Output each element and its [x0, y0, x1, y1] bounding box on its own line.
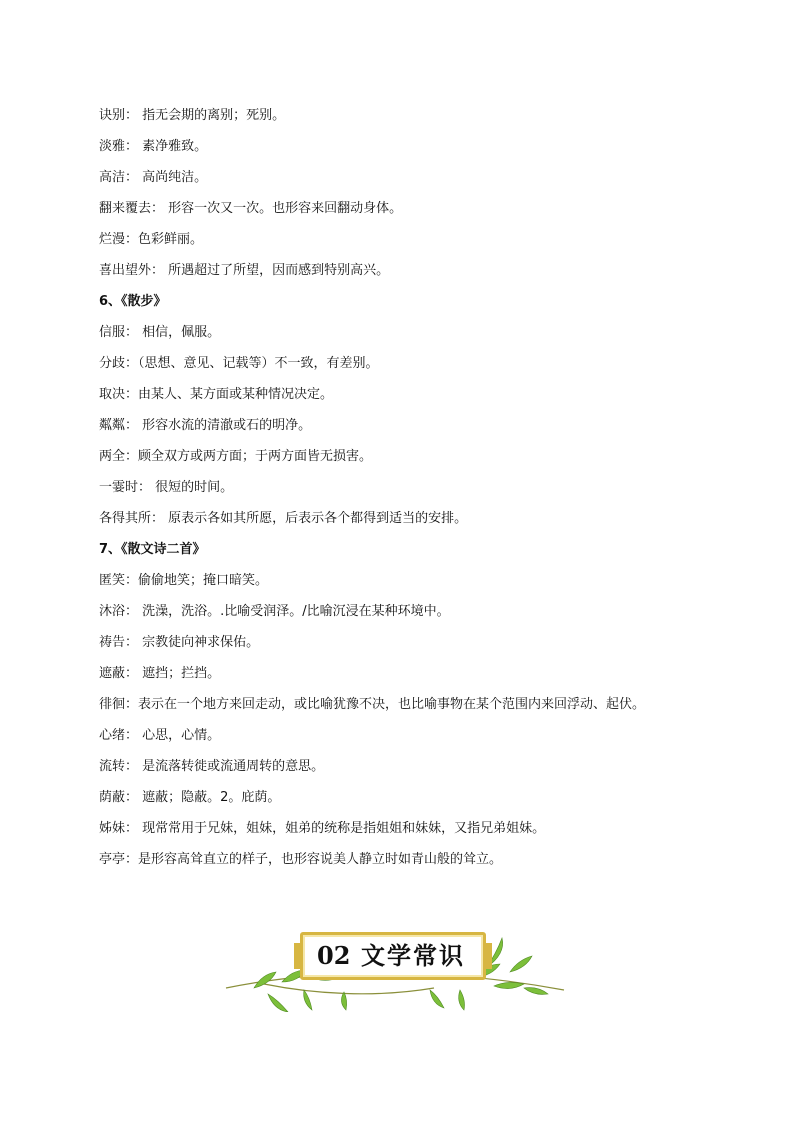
vocabulary-entry: 翻来覆去： 形容一次又一次。也形容来回翻动身体。 — [99, 201, 403, 216]
vocabulary-entry: 分歧：（思想、意见、记载等）不一致，有差别。 — [99, 356, 379, 371]
banner-number: 02 — [317, 941, 351, 970]
vocabulary-entry: 诀别： 指无会期的离别；死别。 — [99, 108, 286, 123]
vocabulary-entry: 徘徊：表示在一个地方来回走动，或比喻犹豫不决，也比喻事物在某个范围内来回浮动、起伏。 — [99, 697, 646, 712]
vocabulary-entry: 喜出望外： 所遇超过了所望，因而感到特别高兴。 — [99, 263, 390, 278]
vocabulary-entry: 信服： 相信，佩服。 — [99, 325, 221, 340]
banner-title: 文学常识 — [361, 941, 465, 970]
vocabulary-entry: 荫蔽： 遮蔽；隐蔽。2。庇荫。 — [99, 790, 281, 805]
vocabulary-entry: 一霎时： 很短的时间。 — [99, 480, 234, 495]
vocabulary-entry: 烂漫：色彩鲜丽。 — [99, 232, 204, 247]
vocabulary-entry: 匿笑：偷偷地笑；掩口暗笑。 — [99, 573, 269, 588]
section-banner — [224, 928, 570, 1012]
section-heading: 7、《散文诗二首》 — [99, 542, 206, 557]
vocabulary-entry: 亭亭：是形容高耸直立的样子，也形容说美人静立时如青山般的耸立。 — [99, 852, 503, 867]
vocabulary-entry: 取决：由某人、某方面或某种情况决定。 — [99, 387, 334, 402]
vocabulary-entry: 两全：顾全双方或两方面；于两方面皆无损害。 — [99, 449, 373, 464]
vocabulary-entry: 沐浴： 洗澡，洗浴。.比喻受润泽。/比喻沉浸在某种环境中。 — [99, 604, 450, 619]
vocabulary-entry: 各得其所： 原表示各如其所愿，后表示各个都得到适当的安排。 — [99, 511, 468, 526]
vocabulary-entry: 祷告： 宗教徒向神求保佑。 — [99, 635, 260, 650]
vocabulary-entry: 高洁： 高尚纯洁。 — [99, 170, 208, 185]
vocabulary-entry: 遮蔽： 遮挡；拦挡。 — [99, 666, 221, 681]
vocabulary-entry: 姊妹： 现常常用于兄妹，姐妹，姐弟的统称是指姐姐和妹妹，又指兄弟姐妹。 — [99, 821, 546, 836]
vocabulary-list — [99, 100, 699, 875]
banner-frame — [300, 932, 486, 980]
section-heading: 6、《散步》 — [99, 294, 167, 309]
vocabulary-entry: 心绪： 心思，心情。 — [99, 728, 221, 743]
vocabulary-entry: 粼粼： 形容水流的清澈或石的明净。 — [99, 418, 312, 433]
vocabulary-entry: 淡雅： 素净雅致。 — [99, 139, 208, 154]
vocabulary-entry: 流转： 是流落转徙或流通周转的意思。 — [99, 759, 325, 774]
